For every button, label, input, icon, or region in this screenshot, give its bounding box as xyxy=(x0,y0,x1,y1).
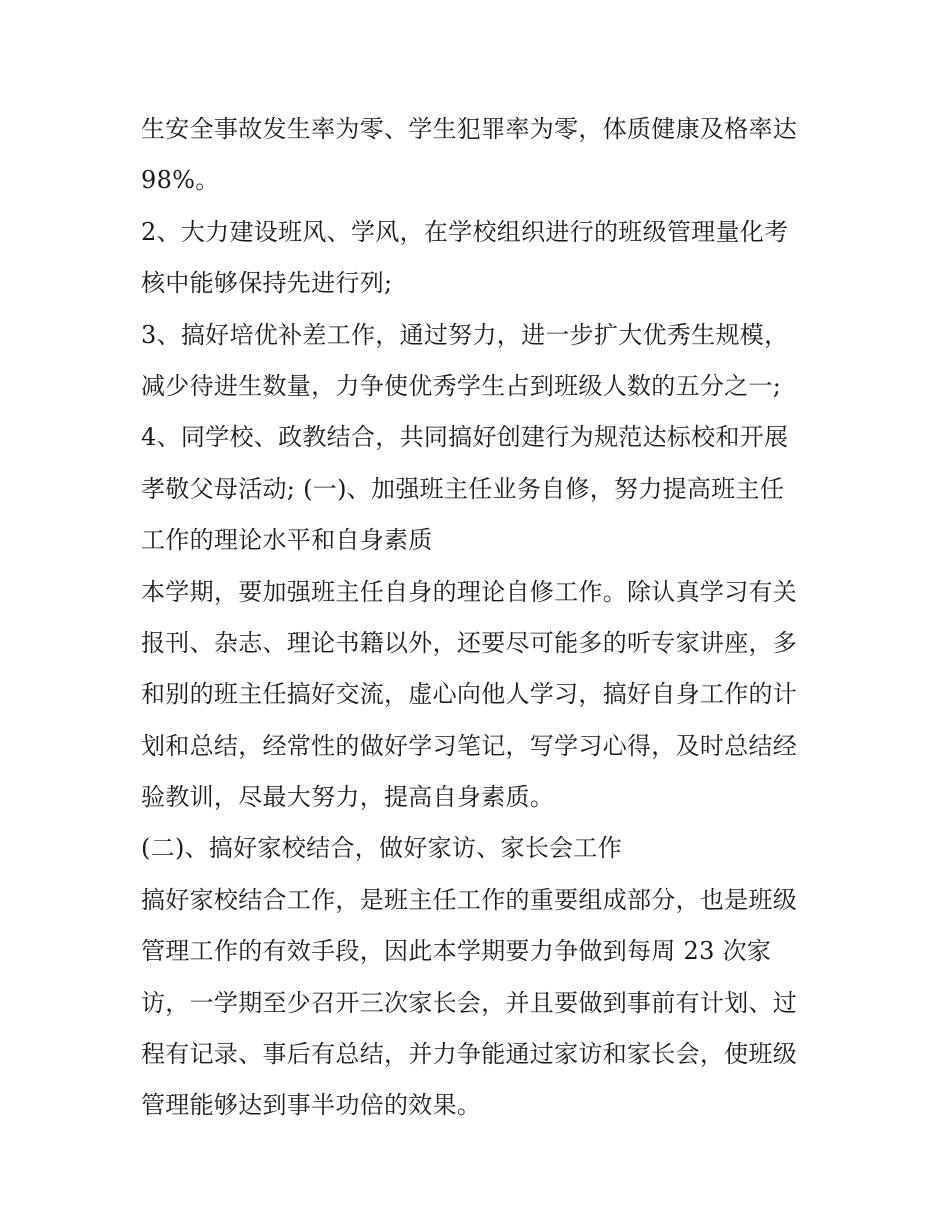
text-line: 和别的班主任搞好交流，虚心向他人学习，搞好自身工作的计 xyxy=(141,680,798,709)
text-line: 生安全事故发生率为零、学生犯罪率为零，体质健康及格率达 xyxy=(141,115,798,143)
text-line: 3、搞好培优补差工作，通过努力，进一步扩大优秀生规模， xyxy=(141,320,789,349)
text-line: 本学期，要加强班主任自身的理论自修工作。除认真学习有关 xyxy=(141,577,798,606)
text-line: 程有记录、事后有总结，并力争能通过家访和家长会，使班级 xyxy=(141,1040,798,1069)
text-line: 孝敬父母活动; (一)、加强班主任业务自修，努力提高班主任 xyxy=(141,474,785,503)
text-line: 访，一学期至少召开三次家长会，并且要做到事前有计划、过 xyxy=(141,988,798,1017)
text-line: 验教训，尽最大努力，提高自身素质。 xyxy=(141,783,555,812)
text-line: 工作的理论水平和自身素质 xyxy=(141,526,433,555)
text-line: 搞好家校结合工作，是班主任工作的重要组成部分，也是班级 xyxy=(141,885,798,914)
text-line: 减少待进生数量，力争使优秀学生占到班级人数的五分之一; xyxy=(141,371,782,400)
text-line: 98%。 xyxy=(141,166,220,195)
text-line: 2、大力建设班风、学风，在学校组织进行的班级管理量化考 xyxy=(141,217,789,246)
text-line: 报刊、杂志、理论书籍以外，还要尽可能多的听专家讲座，多 xyxy=(141,628,798,657)
text-line: 4、同学校、政教结合，共同搞好创建行为规范达标校和开展 xyxy=(141,423,789,452)
body-text xyxy=(141,107,821,1135)
text-line: 管理能够达到事半功倍的效果。 xyxy=(141,1091,482,1120)
text-line: 核中能够保持先进行列; xyxy=(141,269,393,298)
text-line: 管理工作的有效手段，因此本学期要力争做到每周 23 次家 xyxy=(141,937,772,966)
text-line: (二)、搞好家校结合，做好家访、家长会工作 xyxy=(141,834,623,863)
text-line: 划和总结，经常性的做好学习笔记，写学习心得，及时总结经 xyxy=(141,731,798,760)
